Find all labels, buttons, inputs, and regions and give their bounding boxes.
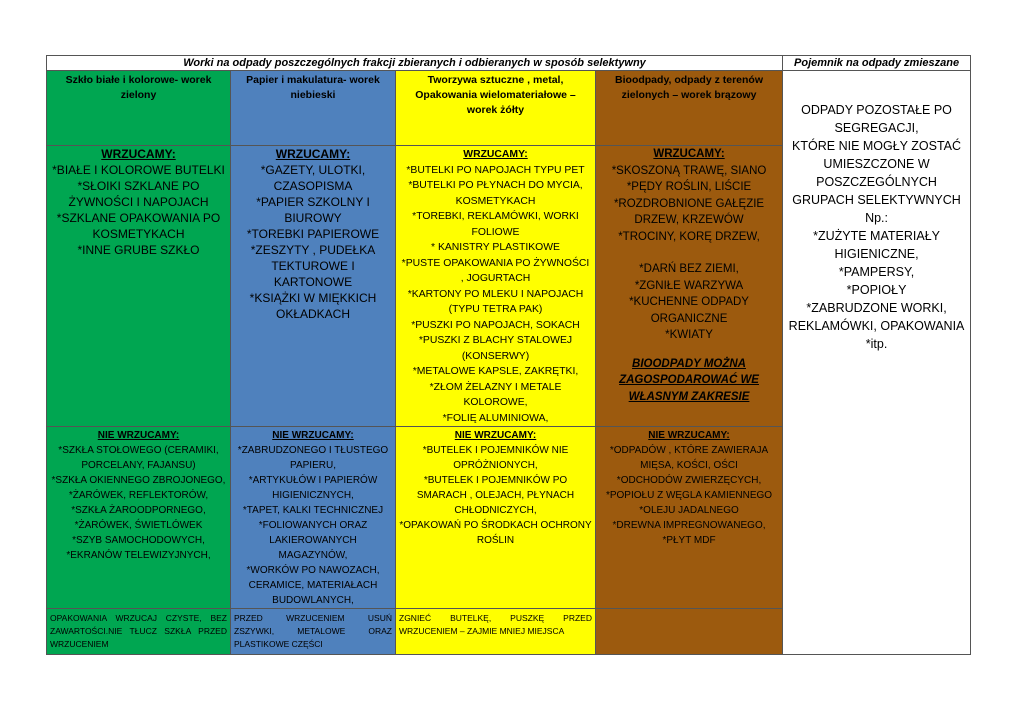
list-item: *ODPADÓW , KTÓRE ZAWIERAJA MIĘSA, KOŚCI, OŚCI: [609, 445, 769, 471]
list-item: *OLEJU JADALNEGO: [639, 505, 739, 516]
bio-forbidden: [596, 427, 783, 609]
mixed-title: Pojemnik na odpady zmieszane: [783, 56, 971, 71]
mixed-line: *ZABRUDZONE WORKI, REKLAMÓWKI, OPAKOWANIA: [788, 301, 965, 333]
list-item: *BUTELKI PO PŁYNACH DO MYCIA, KOSMETYKACH: [408, 180, 583, 207]
plastic-footer: ZGNIEĆ BUTELKĘ, PUSZKĘ PRZED WRZUCENIEM – ZAJMIE MNIEJ MIEJSCA: [396, 609, 596, 655]
list-spacer: [599, 344, 779, 356]
list-item: *ZESZYTY , PUDEŁKA TEKTUROWE I KARTONOWE: [250, 243, 376, 289]
allowed-title: WRZUCAMY:: [275, 147, 351, 161]
list-item: *ODCHODÓW ZWIERZĘCYCH,: [616, 475, 762, 486]
header-bio: Bioodpady, odpady z terenów zielonych – worek brązowy: [596, 71, 783, 146]
paper-forbidden: [231, 427, 396, 609]
forbidden-title: NIE WRZUCAMY:: [454, 430, 537, 441]
list-spacer: [599, 245, 779, 261]
mixed-waste-cell: [783, 71, 971, 655]
paper-allowed: [231, 146, 396, 427]
list-item: *TAPET, KALKI TECHNICZNEJ: [242, 505, 384, 516]
list-item: *KUCHENNE ODPADY ORGANICZNE: [629, 296, 749, 325]
list-item: *BUTELKI PO NAPOJACH TYPU PET: [406, 164, 585, 176]
list-item: *PUSZKI Z BLACHY STALOWEJ (KONSERWY): [418, 335, 573, 362]
bio-allowed: [596, 146, 783, 427]
mixed-line: *POPIOŁY: [846, 283, 907, 297]
list-item: *ARTYKUŁÓW I PAPIERÓW HIGIENICZNYCH,: [248, 475, 378, 501]
selective-title: Worki na odpady poszczególnych frakcji zbieranych i odbieranych w sposób selektywny: [47, 56, 783, 71]
mixed-line: KTÓRE NIE MOGŁY ZOSTAĆ UMIESZCZONE W POSZCZEGÓLNYCH GRUPACH SELEKTYWNYCH: [792, 139, 962, 207]
list-item: *OPAKOWAŃ PO ŚRODKACH OCHRONY ROŚLIN: [399, 520, 592, 546]
glass-forbidden: [47, 427, 231, 609]
list-item: *INNE GRUBE SZKŁO: [77, 243, 200, 257]
list-item: *BIAŁE I KOLOROWE BUTELKI: [52, 163, 225, 177]
list-item: *ZABRUDZONEGO I TŁUSTEGO PAPIERU,: [237, 445, 389, 471]
allowed-title: WRZUCAMY:: [463, 149, 528, 160]
list-item: *GAZETY, ULOTKI, CZASOPISMA: [260, 163, 366, 193]
allowed-title: WRZUCAMY:: [101, 147, 176, 161]
list-item: *SKOSZONĄ TRAWĘ, SIANO: [611, 164, 767, 177]
list-item: *EKRANÓW TELEWIZYJNYCH,: [66, 550, 211, 561]
bio-note: BIOODPADY MOŻNA ZAGOSPODAROWAĆ WE WŁASNYM ZAKRESIE: [619, 357, 759, 403]
list-item: *PAPIER SZKOLNY I BIUROWY: [256, 195, 370, 225]
paper-footer: PRZED WRZUCENIEM USUŃ ZSZYWKI, METALOWE ORAZ PLASTIKOWE CZĘŚCI: [231, 609, 396, 655]
list-item: *SZKLANE OPAKOWANIA PO KOSMETYKACH: [56, 211, 221, 241]
list-item: *KSIĄŻKI W MIĘKKICH OKŁADKACH: [249, 291, 377, 321]
waste-segregation-table: [46, 55, 971, 655]
list-item: *SZKŁA STOŁOWEGO (CERAMIKI, PORCELANY, FAJANSU): [58, 445, 219, 471]
list-item: *SŁOIKI SZKLANE PO ŻYWNOŚCI I NAPOJACH: [68, 179, 209, 209]
list-item: *WORKÓW PO NAWOZACH, CERAMICE, MATERIAŁACH BUDOWLANYCH,: [246, 565, 380, 606]
list-item: *SZYB SAMOCHODOWYCH,: [72, 535, 205, 546]
list-item: *PŁYT MDF: [662, 535, 716, 546]
mixed-line: *PAMPERSY,: [838, 265, 915, 279]
list-item: *METALOWE KAPSLE, ZAKRĘTKI,: [412, 366, 579, 377]
list-item: * KANISTRY PLASTIKOWE: [431, 242, 560, 253]
header-paper: Papier i makulatura- worek niebieski: [231, 71, 396, 146]
list-item: *POPIOŁU Z WĘGLA KAMIENNEGO: [605, 490, 773, 501]
bio-footer: [596, 609, 783, 655]
list-item: *PĘDY ROŚLIN, LIŚCIE: [626, 181, 752, 193]
list-item: *KWIATY: [665, 329, 713, 341]
list-item: *SZKŁA ŻAROODPORNEGO,: [71, 505, 206, 516]
list-item: *DREWNA IMPREGNOWANEGO,: [612, 520, 766, 531]
forbidden-title: NIE WRZUCAMY:: [648, 430, 730, 441]
list-item: *ŻARÓWEK, REFLEKTORÓW,: [68, 490, 209, 501]
list-item: *BUTELEK I POJEMNIKÓW NIE OPRÓŻNIONYCH,: [422, 445, 569, 471]
list-item: *KARTONY PO MLEKU I NAPOJACH (TYPU TETRA PAK): [407, 288, 584, 315]
mixed-line: *itp.: [865, 337, 888, 351]
plastic-forbidden: [396, 427, 596, 609]
list-item: *ZGNIŁE WARZYWA: [634, 279, 744, 292]
list-item: *PUSZKI PO NAPOJACH, SOKACH: [411, 319, 580, 331]
mixed-line: Np.:: [865, 211, 889, 225]
list-item: *ZŁOM ŻELAZNY I METALE KOLOROWE,: [429, 381, 562, 408]
list-item: *FOLIOWANYCH ORAZ LAKIEROWANYCH MAGAZYNÓW,: [258, 520, 368, 561]
header-glass: Szkło białe i kolorowe- worek zielony: [47, 71, 231, 146]
glass-allowed: [47, 146, 231, 427]
list-item: *BUTELEK I POJEMNIKÓW PO SMARACH , OLEJACH, PŁYNACH CHŁODNICZYCH,: [416, 475, 575, 516]
list-item: *TOREBKI, REKLAMÓWKI, WORKI FOLIOWE: [412, 211, 579, 238]
mixed-line: *ZUŻYTE MATERIAŁY HIGIENICZNE,: [813, 229, 940, 261]
forbidden-title: NIE WRZUCAMY:: [272, 430, 354, 441]
list-item: *TOREBKI PAPIEROWE: [246, 227, 380, 241]
list-item: *SZKŁA OKIENNEGO ZBROJONEGO,: [51, 475, 226, 486]
list-item: *ROZDROBNIONE GAŁĘZIE DRZEW, KRZEWÓW: [613, 197, 765, 226]
list-item: *TROCINY, KORĘ DRZEW,: [618, 230, 760, 243]
mixed-line: ODPADY POZOSTAŁE PO SEGREGACJI,: [801, 103, 952, 135]
glass-footer: OPAKOWANIA WRZUCAJ CZYSTE, BEZ ZAWARTOŚCI.NIE TŁUCZ SZKŁA PRZED WRZUCENIEM: [47, 609, 231, 655]
header-plastic: Tworzywa sztuczne , metal, Opakowania wielomateriałowe – worek żółty: [396, 71, 596, 146]
list-item: *PUSTE OPAKOWANIA PO ŻYWNOŚCI , JOGURTACH: [401, 257, 590, 284]
list-item: *ŻARÓWEK, ŚWIETLÓWEK: [74, 520, 203, 531]
allowed-title: WRZUCAMY:: [653, 148, 725, 160]
forbidden-title: NIE WRZUCAMY:: [97, 430, 180, 441]
plastic-allowed: [396, 146, 596, 427]
list-item: *FOLIĘ ALUMINIOWA,: [442, 412, 549, 424]
list-item: *DARŃ BEZ ZIEMI,: [639, 263, 739, 275]
